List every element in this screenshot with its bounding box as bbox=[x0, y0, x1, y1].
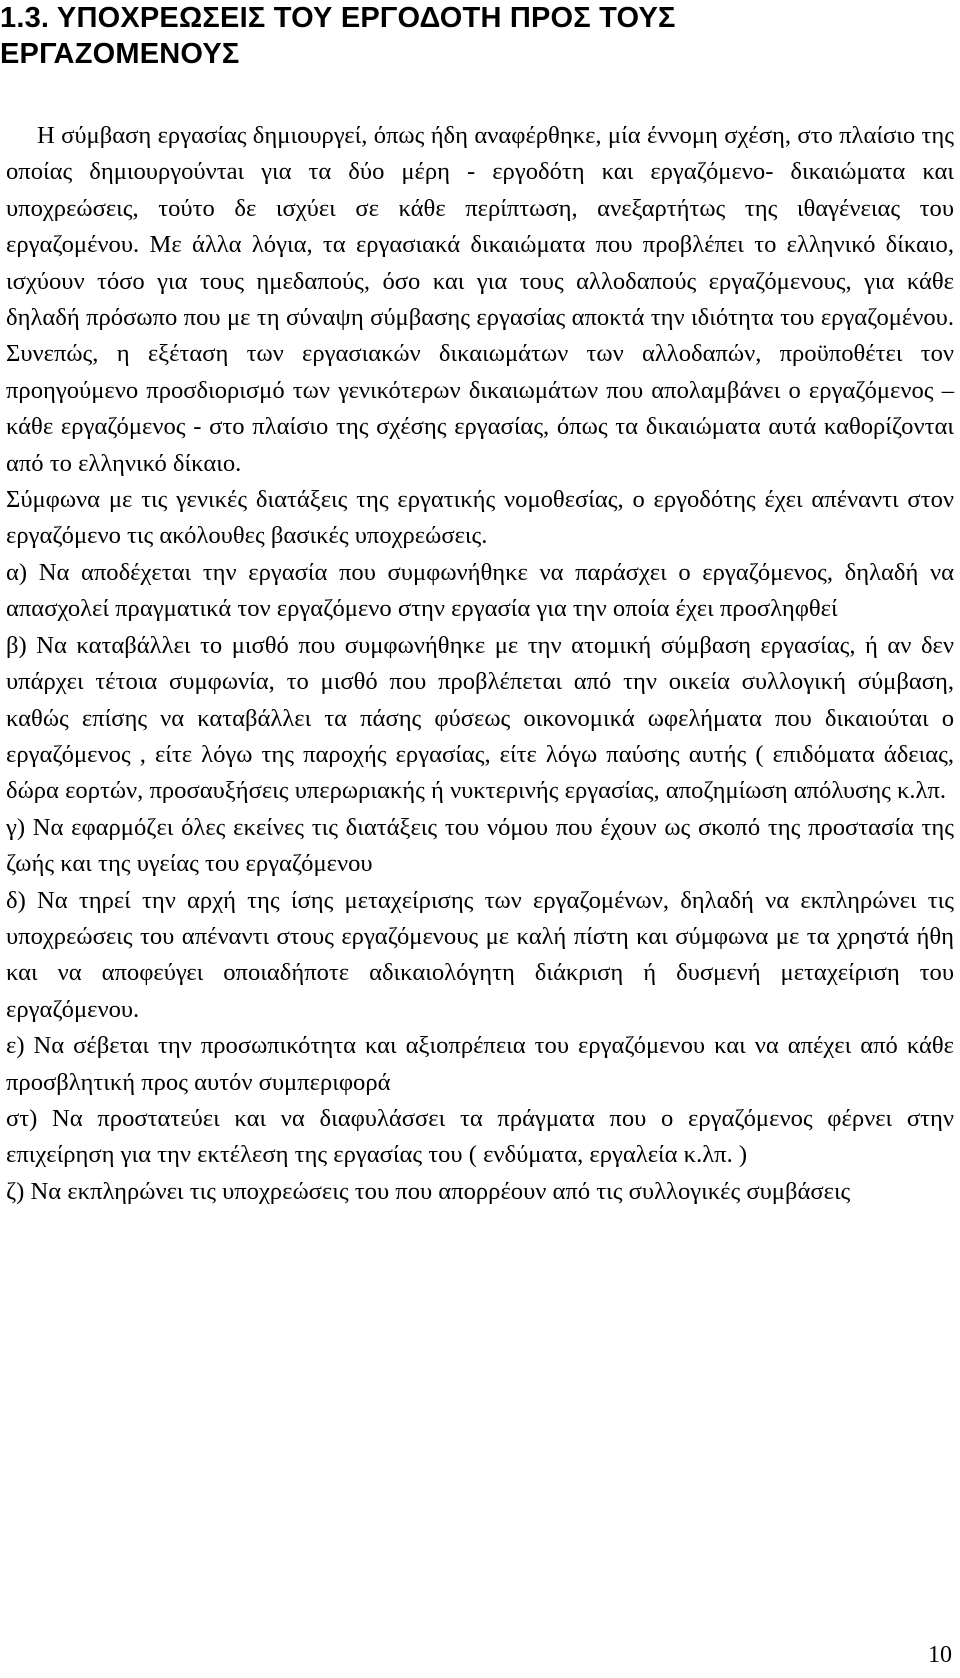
body-text bbox=[6, 118, 954, 1210]
obligation-item-d: δ) Να τηρεί την αρχή της ίσης μεταχείρισης των εργαζομένων, δηλαδή να εκπληρώνει τις υποχρεώσεις του απέναντι στους εργαζόμενους με καλή πίστη και σύμφωνα με τα χρηστά ήθη και να αποφεύγει οποιαδήποτε αδικαιολόγητη διάκριση ή δυσμενή μεταχείριση του εργαζόμενου. bbox=[6, 886, 954, 1023]
obligation-item-c: γ) Να εφαρμόζει όλες εκείνες τις διατάξεις του νόμου που έχουν ως σκοπό της προστασία της ζωής και της υγείας του εργαζόμενου bbox=[6, 813, 954, 878]
obligation-item-b: β) Να καταβάλλει το μισθό που συμφωνήθηκε με την ατομική σύμβαση εργασίας, ή αν δεν υπάρχει τέτοια συμφωνία, το μισθό που προβλέπεται από την οικεία συλλογική σύμβαση, καθώς επίσης να καταβάλλει τα πάσης φύσεως οικονομικά ωφελήματα που δικαιούται ο εργαζόμενος , είτε λόγω της παροχής εργασίας, είτε λόγω παύσης αυτής ( επιδόματα άδειας, δώρα εορτών, προσαυξήσεις υπερωριακής ή νυκτερινής εργασίας, αποζημίωση απόλυσης κ.λπ. bbox=[6, 631, 954, 805]
obligation-item-e: ε) Να σέβεται την προσωπικότητα και αξιοπρέπεια του εργαζόμενου και να απέχει από κάθε προσβλητική προς αυτόν συμπεριφορά bbox=[6, 1032, 954, 1096]
obligation-item-st: στ) Να προστατεύει και να διαφυλάσσει τα πράγματα που ο εργαζόμενος φέρνει στην επιχείρηση για την εκτέλεση της εργασίας του ( ενδύματα, εργαλεία κ.λπ. ) bbox=[6, 1104, 954, 1169]
section-heading-line-2: ΕΡΓΑΖΟΜΕΝΟΥΣ bbox=[0, 38, 240, 70]
intro-paragraph: Η σύμβαση εργασίας δημιουργεί, όπως ήδη αναφέρθηκε, μία έννομη σχέση, στο πλαίσιο της οποίας δημιουργούντaι για τα δύο μέρη - εργοδότη και εργαζόμενο- δικαιώματα και υποχρεώσεις, τούτο δε ισχύει σε κάθε περίπτωση, ανεξαρτήτως της ιθαγένειας του εργαζομένου. Με άλλα λόγια, τα εργασιακά δικαιώματα που προβλέπει το ελληνικό δίκαιο, ισχύουν τόσο για τους ημεδαπούς, όσο και για τους αλλοδαπούς εργαζόμενους, για κάθε δηλαδή πρόσωπο που με τη σύναψη σύμβασης εργασίας αποκτά την ιδιότητα του εργαζομένου. Συνεπώς, η εξέταση των εργασιακών δικαιωμάτων των αλλοδαπών, προϋποθέτει τον προηγούμενο προσδιορισμό των γενικότερων δικαιωμάτων που απολαμβάνει ο εργαζόμενος – κάθε εργαζόμενος - στο πλαίσιο της σχέσης εργασίας, όπως τα δικαιώματα αυτά καθορίζονται από το ελληνικό δίκαιο. bbox=[6, 122, 954, 477]
page-number: 10 bbox=[928, 1642, 952, 1668]
obligations-intro-paragraph: Σύμφωνα με τις γενικές διατάξεις της εργατικής νομοθεσίας, ο εργοδότης έχει απέναντι στον εργαζόμενο τις ακόλουθες βασικές υποχρεώσεις. bbox=[6, 486, 954, 550]
obligation-item-a: α) Να αποδέχεται την εργασία που συμφωνήθηκε να παράσχει ο εργαζόμενος, δηλαδή να απασχολεί πραγματικά τον εργαζόμενο στην εργασία για την οποία έχει προσληφθεί bbox=[6, 558, 954, 623]
obligation-item-z: ζ) Να εκπληρώνει τις υποχρεώσεις του που απορρέουν από τις συλλογικές συμβάσεις bbox=[6, 1177, 851, 1205]
section-heading bbox=[0, 0, 940, 72]
section-heading-line-1: 1.3. ΥΠΟΧΡΕΩΣΕΙΣ ΤΟΥ ΕΡΓΟΔΟΤΗ ΠΡΟΣ ΤΟΥΣ bbox=[0, 2, 676, 34]
